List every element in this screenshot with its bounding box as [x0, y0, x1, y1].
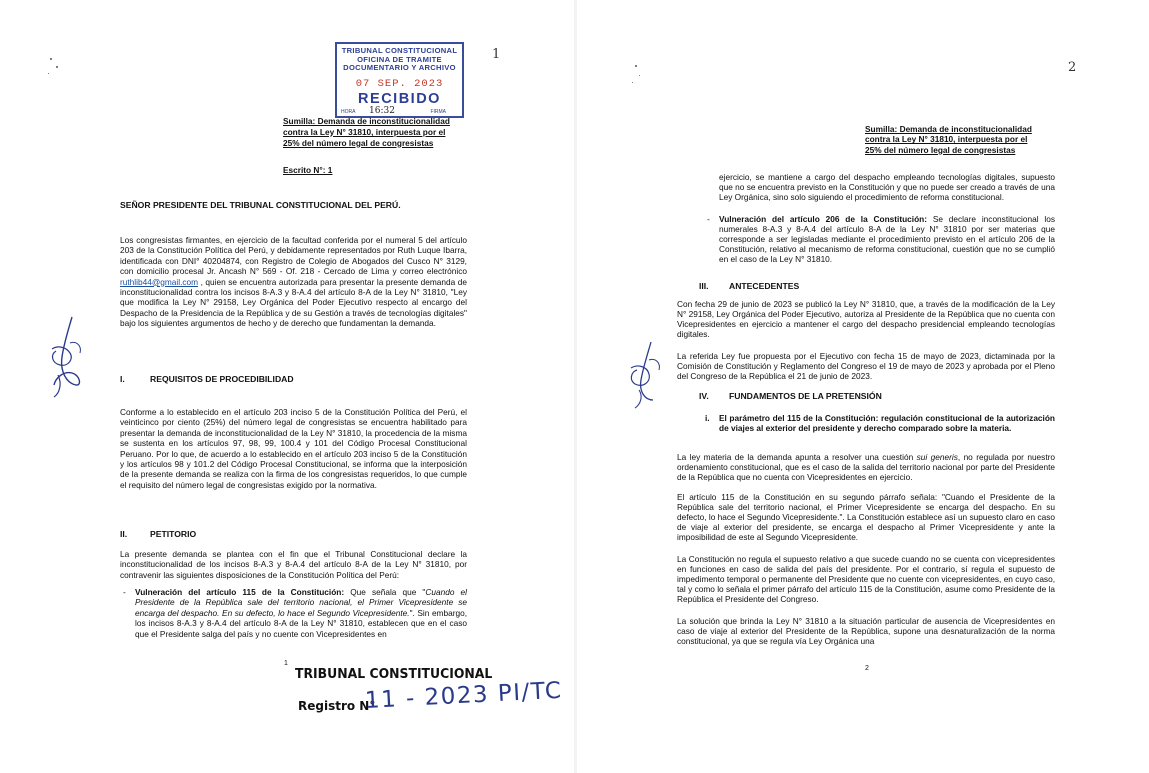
- bullet-marker: -: [123, 587, 126, 597]
- stamp-hora-value: 16:32: [369, 106, 395, 116]
- registry-handwritten-number: 11 - 2023 PI/TC: [364, 677, 564, 714]
- stamp-date: 07 SEP. 2023: [355, 77, 444, 90]
- section-3-title: ANTECEDENTES: [729, 281, 800, 291]
- section-1-number: I.: [120, 374, 125, 384]
- bullet-article-115: [123, 587, 467, 639]
- sui-italic: sui generis: [916, 452, 958, 462]
- antecedentes-paragraph-1: Con fecha 29 de junio de 2023 se publicó la Ley N° 31810, que, a través de la modificación de la Ley N° 29158, Ley Orgánica del Poder Ejecutivo, autoriza al Presidente de la República que no cuenta con Vicepresidentes en ejercicio a mantener el cargo del despacho presidencial empleando tecnologías digitales.: [677, 299, 1055, 339]
- addressee: SEÑOR PRESIDENTE DEL TRIBUNAL CONSTITUCIONAL DEL PERÚ.: [120, 200, 401, 210]
- sui-text-a: La ley materia de la demanda apunta a resolver una cuestión: [677, 452, 917, 462]
- bullet-article-206: [707, 214, 1055, 264]
- antecedentes-paragraph-2: La referida Ley fue propuesta por el Ejecutivo con fecha 15 de mayo de 2023, dictaminada por la Comisión de Constitución y Reglamento del Congreso el 19 de mayo de 2023 y aprobada por el Pleno del Congreso de la República el 21 de junio de 2023.: [677, 351, 1055, 381]
- section-2-paragraph: La presente demanda se plantea con el fin que el Tribunal Constitucional declare la inconstitucionalidad de los incisos 8-A.3 y 8-A.4 del artículo 8-A de la Ley N° 31810, por contravenir las siguientes disposiciones de la Constitución Política del Perú:: [120, 549, 467, 580]
- sumilla-block: [865, 124, 1055, 155]
- section-2-heading: [120, 529, 196, 539]
- stamp-line-3: DOCUMENTARIO Y ARCHIVO: [343, 63, 456, 72]
- bullet-bold: Vulneración del artículo 206 de la Constitución:: [719, 214, 927, 224]
- section-2-title: PETITORIO: [150, 529, 197, 539]
- section-4-number: IV.: [699, 391, 709, 401]
- stamp-firma-label: FIRMA: [430, 109, 446, 115]
- bullet-text-1: Que señala que ": [344, 587, 426, 597]
- bullet-marker: -: [707, 214, 710, 224]
- intro-text-2: , quien se encuentra autorizada para presentar la presente demanda de inconstitucionalidad contra los incisos 8-A.3 y 8-A.4 del artículo 8-A de la Ley N° 31810, "Ley que modifica la Ley N° 29158, Ley Orgánica del Poder Ejecutivo respecto al encargo del Despacho de la Presidencia de la República y de su Gestión a través de tecnologías digitales" bajo los siguientes argumentos de hecho y de derecho que fundamentan la demanda.: [120, 276, 467, 329]
- scan-speck: [48, 73, 49, 74]
- document-page-1: [0, 0, 574, 773]
- sumilla-line-1: Sumilla: Demanda de inconstitucionalidad: [283, 116, 450, 126]
- escrito-number: Escrito N°: 1: [283, 165, 333, 175]
- section-3-heading: [699, 281, 799, 291]
- footer-page-number: 1: [284, 660, 288, 667]
- intro-text-1: Los congresistas firmantes, en ejercicio de la facultad conferida por el numeral 5 del artículo 203 de la Constitución Política del Perú, y debidamente representados por Ruth Luque Ibarra, identificada con DNI° 40204874, con Registro de Colegio de Abogados del Cusco N° 3129, con domicilio procesal Jr. Ancash N° 569 - Of. 218 - Cercado de Lima y correo electrónico: [120, 235, 467, 277]
- handwritten-signature: [625, 340, 665, 410]
- scan-speck: [639, 75, 640, 76]
- bullet-text-2: ". Sin embargo, los incisos 8-A.3 y 8-A.4 del artículo 8-A de la Ley N° 31810, establecen que en el caso que el Presidente salga del país y no cuente con Vicepresidentes en: [135, 607, 467, 639]
- section-3-number: III.: [699, 281, 709, 291]
- sumilla-line-3: 25% del número legal de congresistas: [283, 137, 434, 148]
- paragraph-solucion: La solución que brinda la Ley N° 31810 a la situación particular de ausencia de Vicepresidentes en caso de viaje al exterior del Presidente de la República, supone una desnaturalización de la norma constitucional, ya que se regula vía Ley Orgánica una: [677, 616, 1055, 646]
- sumilla-line-2: contra la Ley N° 31810, interpuesta por el: [283, 126, 446, 137]
- handwritten-page-number: 2: [1068, 60, 1077, 75]
- paragraph-sui-generis: [677, 452, 1055, 482]
- stamp-hora-label: HORA: [341, 109, 356, 115]
- stamp-line-2: OFICINA DE TRAMITE: [357, 54, 442, 64]
- scan-speck: [635, 65, 637, 67]
- section-4-heading: [699, 391, 882, 401]
- scan-speck: [632, 82, 633, 83]
- subsection-i-number: i.: [705, 413, 710, 423]
- paragraph-no-regula: La Constitución no regula el supuesto relativo a que sucede cuando no se cuenta con vicepresidentes en funciones en caso de salida del país del presidente. Por el contrario, sí regula el supuesto de impedimento temporal o permanente del Presidente que no cuente con vicepresidentes, en cuyo caso, tal y como lo señala el primer párrafo del artículo 115 de la Constitución, asume como Presidente de la República el Presidente del Congreso.: [677, 554, 1055, 604]
- reception-stamp: [335, 42, 464, 118]
- sumilla-block: [283, 116, 483, 148]
- section-1-paragraph: Conforme a lo establecido en el artículo 203 inciso 5 de la Constitución Política del Perú, el veinticinco por ciento (25%) del número legal de congresistas se encuentra habilitado para presentar la demanda de inconstitucionalidad de la Ley N° 31810, la procedencia de la misma se sustenta en los artículos 97, 98, 99, 100.4 y 101 del Código Procesal Constitucional Peruano. Por lo que, de acuerdo a lo establecido en el artículo 203 inciso 5 de la Constitución y los artículos 98 y 101.2 del Código Procesal Constitucional, se informa que la interposición de la presente demanda se realiza con la firma de los congresistas requeridos, lo que cumple el requisito del número legal de congresistas exigido por la normativa.: [120, 407, 467, 490]
- handwritten-signature: [42, 313, 88, 401]
- email-link[interactable]: ruthlib44@gmail.com: [120, 276, 199, 287]
- section-1-title: REQUISITOS DE PROCEDIBILIDAD: [150, 374, 294, 384]
- registry-label: Registro N°: [298, 699, 376, 713]
- section-1-heading: [120, 374, 294, 384]
- continuation-paragraph: ejercicio, se mantiene a cargo del despacho empleando tecnologías digitales, supuesto que no se encuentra previsto en la Constitución y que no puede ser creado a través de una Ley Orgánica, sino solo siguiendo el procedimiento de reforma constitucional.: [719, 172, 1055, 202]
- section-2-number: II.: [120, 529, 128, 539]
- subsection-i-title: El parámetro del 115 de la Constitución: regulación constitucional de la autorización de viajes al exterior del presidente y derecho comparado sobre la materia.: [719, 413, 1055, 433]
- section-4-title: FUNDAMENTOS DE LA PRETENSIÓN: [729, 391, 882, 401]
- stamp-line-1: TRIBUNAL CONSTITUCIONAL: [341, 46, 458, 55]
- sumilla-line-3: 25% del número legal de congresistas: [865, 144, 1016, 155]
- document-page-2: [577, 0, 1149, 773]
- stamp-status: RECIBIDO: [358, 90, 441, 107]
- sumilla-line-2: contra la Ley N° 31810, interpuesta por el: [865, 134, 1028, 145]
- bullet-bold: Vulneración del artículo 115 de la Constitución:: [135, 587, 345, 597]
- footer-page-number: 2: [865, 665, 869, 672]
- handwritten-page-number: 1: [492, 47, 501, 62]
- scan-speck: [56, 66, 58, 68]
- sumilla-line-1: Sumilla: Demanda de inconstitucionalidad: [865, 124, 1032, 134]
- registry-stamp-title: TRIBUNAL CONSTITUCIONAL: [295, 666, 493, 682]
- sui-text-b: , no regulada por nuestro ordenamiento constitucional, que es el caso de la salida del territorio nacional por parte del Presidente de la República que no cuenta con Vicepresidentes en ejercicio.: [677, 452, 1055, 482]
- scan-speck: [50, 58, 52, 60]
- bullet-italic: Cuando el Presidente de la República sale del territorio nacional, el Primer Vicepresidente se encarga del despacho. En su defecto, lo hace el Segundo Vicepresidente.: [135, 587, 467, 618]
- intro-paragraph: [120, 235, 467, 329]
- bullet-text: Se declare inconstitucional los numerales 8-A.3 y 8-A.4 del artículo 8-A de la Ley N° 31810 por ser materias que corresponde a ser legisladas mediante el procedimiento previsto en el artículo 206 de la Constitución, relativo al mecanismo de reforma constitucional, cuestión que no se cumplió en el caso de la Ley N° 31810.: [719, 214, 1055, 264]
- paragraph-article-115: El artículo 115 de la Constitución en su segundo párrafo señala: "Cuando el Presidente de la República sale del territorio nacional, el Primer Vicepresidente se encarga del despacho. En su defecto, lo hace el Segundo Vicepresidente.". La Constitución establece así un supuesto claro en caso de viaje al exterior del presidente, se encarga el despacho al Primer Vicepresidente y ante la imposibilidad de este al Segundo Vicepresidente.: [677, 492, 1055, 542]
- subsection-i: [705, 413, 1055, 433]
